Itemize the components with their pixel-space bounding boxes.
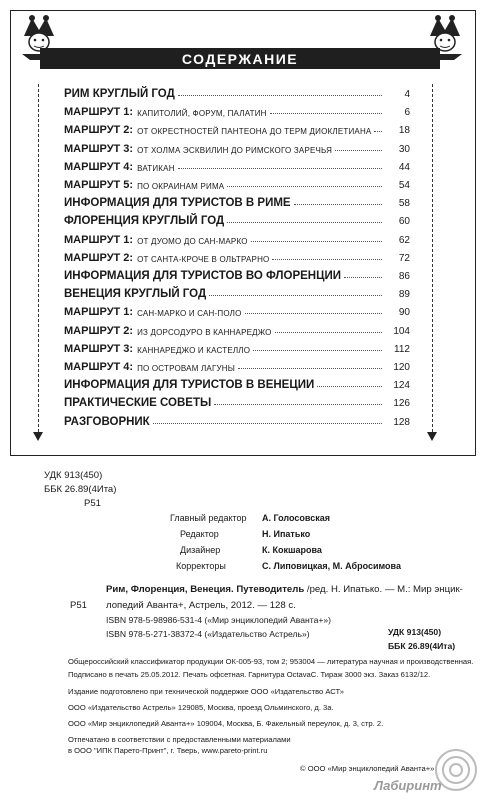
toc-entry [64, 228, 410, 246]
toc-entry-subtitle: ИЗ ДОРСОДУРО В КАННАРЕДЖО [137, 327, 272, 337]
printed-line-2: в ООО "ИПК Парето-Принт", г. Тверь, www.pareto-print.ru [68, 746, 268, 755]
toc-entry-title: МАРШРУТ 2: [64, 251, 134, 264]
toc-entry-page: 54 [398, 180, 410, 191]
credit-name: Н. Ипатько [262, 529, 311, 539]
toc-entry-subtitle: КАННАРЕДЖО И КАСТЕЛЛО [137, 345, 251, 355]
astrel-address: ООО «Издательство Астрель» 129085, Москва, проезд Ольминского, д. 3а. [68, 703, 334, 712]
toc-leader-dots [238, 368, 382, 369]
toc-leader-dots [178, 168, 382, 169]
toc-entry-page: 90 [398, 307, 410, 319]
down-arrow-icon [427, 432, 437, 441]
toc-entry [64, 173, 410, 191]
down-arrow-icon [33, 432, 43, 441]
toc-entry-title: ИНФОРМАЦИЯ ДЛЯ ТУРИСТОВ В ВЕНЕЦИИ [64, 379, 315, 392]
toc-leader-dots [253, 350, 382, 351]
toc-leader-dots [227, 222, 382, 223]
toc-entry-page: 126 [393, 398, 410, 410]
credit-role: Редактор [180, 529, 219, 539]
credit-role: Дизайнер [180, 545, 221, 555]
printed-line-1: Отпечатано в соответствии с предоставленными материалами [68, 735, 291, 744]
toc-entry-page: 86 [398, 271, 410, 282]
toc-entry-title: МАРШРУТ 1: [64, 233, 134, 246]
isbn-1: ISBN 978-5-98986-531-4 («Мир энциклопедий Аванта+») [106, 615, 332, 625]
toc-leader-dots [294, 204, 382, 205]
toc-entry-subtitle: ОТ ОКРЕСТНОСТЕЙ ПАНТЕОНА ДО ТЕРМ ДИОКЛЕТИАНА [137, 127, 372, 137]
toc-leader-dots [270, 113, 382, 114]
right-guide-line [432, 84, 433, 432]
bibliographic-title [106, 584, 463, 595]
left-guide-line [38, 84, 39, 432]
toc-entry [64, 155, 410, 173]
toc-entry-page: 30 [398, 143, 410, 155]
toc-entry-subtitle: КАПИТОЛИЙ, ФОРУМ, ПАЛАТИН [137, 109, 267, 119]
watermark-text: Лабиринт [374, 778, 442, 793]
toc-leader-dots [275, 332, 382, 333]
toc-entry-page: 18 [398, 125, 410, 137]
toc-entry-subtitle: ПО ОКРАИНАМ РИМА [137, 182, 225, 191]
toc-leader-dots [214, 404, 382, 405]
toc-leader-dots [245, 313, 382, 314]
toc-entry [64, 337, 410, 355]
toc-entry-page: 89 [398, 289, 410, 301]
toc-entry-title: МАРШРУТ 2: [64, 124, 134, 137]
toc-entry-title: ВЕНЕЦИЯ КРУГЛЫЙ ГОД [64, 288, 207, 301]
bibliographic-publisher: лопедий Аванта+, Астрель, 2012. — 128 с. [106, 600, 296, 611]
toc-entry-page: 62 [398, 234, 410, 246]
toc-entry-title: МАРШРУТ 4: [64, 160, 134, 173]
toc-entry-title: МАРШРУТ 2: [64, 324, 134, 337]
toc-entry [64, 209, 410, 227]
toc-leader-dots [374, 131, 382, 132]
toc-entry-title: ИНФОРМАЦИЯ ДЛЯ ТУРИСТОВ В РИМЕ [64, 197, 291, 210]
toc-entry-title: ПРАКТИЧЕСКИЕ СОВЕТЫ [64, 397, 212, 410]
bbk-right: ББК 26.89(4Ита) [388, 641, 456, 651]
toc-entry [64, 82, 410, 100]
toc-entry-title: РИМ КРУГЛЫЙ ГОД [64, 88, 175, 100]
toc-entry-page: 6 [404, 107, 410, 119]
toc-entry-page: 128 [393, 416, 410, 428]
toc-header-text: СОДЕРЖАНИЕ [181, 50, 299, 67]
bbk-code: ББК 26.89(4Ита) [44, 484, 117, 495]
toc-entry-subtitle: ОТ ДУОМО ДО САН-МАРКО [137, 236, 248, 246]
toc-leader-dots [317, 386, 382, 387]
toc-entry-subtitle: ОТ САНТА-КРОЧЕ В ОЛЬТРАРНО [137, 254, 270, 264]
toc-leader-dots [251, 241, 382, 242]
toc-entry-title: МАРШРУТ 1: [64, 306, 134, 319]
credit-role: Корректоры [176, 561, 226, 571]
toc-entry [64, 355, 410, 373]
isbn-2: ISBN 978-5-271-38372-4 («Издательство Астрель») [106, 629, 310, 639]
support-line: Издание подготовлено при технической поддержке ООО «Издательство АСТ» [68, 687, 345, 696]
toc-entry [64, 282, 410, 300]
toc-entry-page: 104 [393, 325, 410, 337]
toc-entry-page: 124 [393, 380, 410, 392]
toc-entry-title: ФЛОРЕНЦИЯ КРУГЛЫЙ ГОД [64, 215, 225, 228]
toc-leader-dots [335, 150, 382, 151]
toc-header [40, 48, 440, 69]
toc-entry [64, 373, 410, 391]
toc-entry [64, 118, 410, 136]
toc-leader-dots [344, 277, 382, 278]
toc-entry-page: 112 [394, 343, 410, 355]
toc-entry-title: МАРШРУТ 3: [64, 142, 134, 155]
copyright-line: © ООО «Мир энциклопедий Аванта+» [300, 764, 435, 773]
book-title-rest: /ред. Н. Ипатько. — М.: Мир энцик- [306, 584, 463, 595]
toc-entry-page: 58 [398, 198, 410, 210]
toc-leader-dots [153, 423, 382, 424]
bibliographic-mark: Р51 [70, 600, 87, 611]
toc-entry [64, 137, 410, 155]
toc-entry-title: МАРШРУТ 3: [64, 342, 134, 355]
author-mark: Р51 [84, 498, 101, 509]
toc-entry-subtitle: ВАТИКАН [137, 163, 175, 173]
toc-entry-page: 60 [398, 216, 410, 228]
toc-entry-title: МАРШРУТ 4: [64, 361, 134, 373]
book-title: Рим, Флоренция, Венеция. Путеводитель [106, 584, 305, 595]
credit-role: Главный редактор [170, 513, 247, 523]
toc-entry-title: РАЗГОВОРНИК [64, 415, 150, 428]
toc-entry [64, 264, 410, 282]
toc-entry [64, 191, 410, 209]
toc-entry [64, 100, 410, 118]
toc-leader-dots [178, 95, 382, 96]
toc-leader-dots [209, 295, 382, 296]
toc-entry-subtitle: ПО ОСТРОВАМ ЛАГУНЫ [137, 364, 236, 373]
toc-entry-title: ИНФОРМАЦИЯ ДЛЯ ТУРИСТОВ ВО ФЛОРЕНЦИИ [64, 270, 342, 282]
credit-name: А. Голосовская [262, 513, 330, 523]
toc-entry [64, 319, 410, 337]
toc-entry-subtitle: ОТ ХОЛМА ЭСКВИЛИН ДО РИМСКОГО ЗАРЕЧЬЯ [137, 145, 333, 155]
credit-name: К. Кокшарова [262, 545, 322, 555]
udk-code: УДК 913(450) [44, 470, 103, 481]
toc-entry-page: 44 [398, 161, 410, 173]
toc-leader-dots [272, 259, 382, 260]
toc-leader-dots [227, 186, 382, 187]
toc-entry [64, 246, 410, 264]
toc-entry-subtitle: САН-МАРКО И САН-ПОЛО [137, 309, 242, 319]
classifier-line: Общероссийский классификатор продукции ОК-005-93, том 2; 953004 — литература научная и производственная. [68, 657, 474, 666]
toc-entry [64, 300, 410, 318]
credit-name: С. Липовицкая, М. Абросимова [262, 561, 401, 571]
toc-entry-title: МАРШРУТ 1: [64, 106, 134, 119]
avanta-address: ООО «Мир энциклопедий Аванта+» 109004, Москва, Б. Факельный переулок, д. 3, стр. 2. [68, 719, 384, 728]
toc-entry [64, 391, 410, 409]
udk-right: УДК 913(450) [388, 627, 442, 637]
toc-entry-page: 120 [393, 362, 410, 373]
toc-entry-page: 72 [398, 252, 410, 264]
toc-entry-title: МАРШРУТ 5: [64, 179, 134, 191]
toc-entry-page: 4 [404, 89, 410, 100]
toc-entry [64, 410, 410, 428]
signed-line: Подписано в печать 25.05.2012. Печать офсетная. Гарнитура OctavaC. Тираж 3000 экз. Заказ 6132/12. [68, 670, 431, 679]
